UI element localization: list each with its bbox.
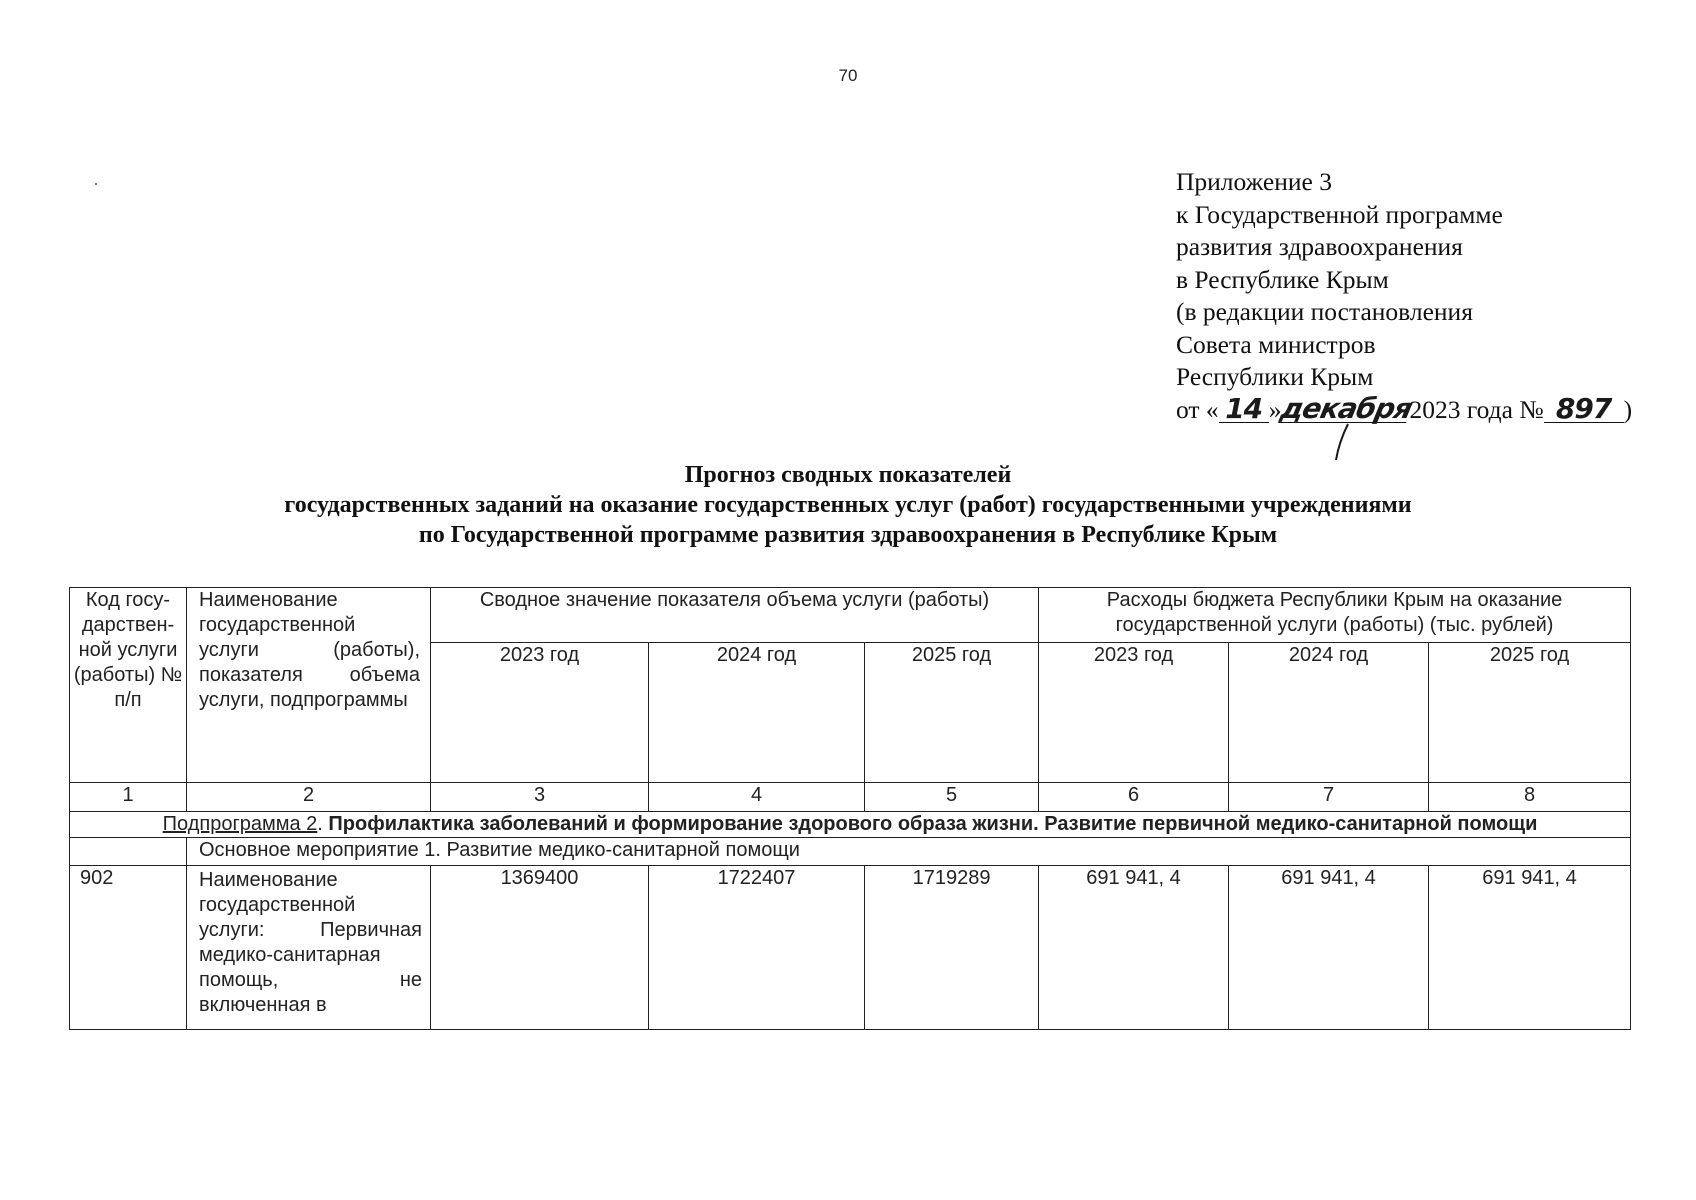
header-expense-group: Расходы бюджета Республики Крым на оказание государственной услуги (работы) (тыс. рублей) bbox=[1039, 588, 1631, 643]
header-year: 2025 год bbox=[1429, 643, 1631, 783]
handwritten-number: 897 bbox=[1544, 396, 1624, 423]
subprogram-row bbox=[70, 812, 1631, 838]
table-row bbox=[70, 866, 1631, 1030]
header-year: 2023 год bbox=[1039, 643, 1229, 783]
title-line-3: по Государственной программе развития здравоохранения в Республике Крым bbox=[418, 522, 1278, 548]
row-volume-2023: 1369400 bbox=[431, 866, 649, 1030]
handwriting-flourish-icon bbox=[1328, 422, 1388, 462]
document-title bbox=[0, 460, 1696, 550]
header-volume-group: Сводное значение показателя объема услуги (работы) bbox=[431, 588, 1039, 643]
header-name bbox=[187, 588, 431, 783]
header-year: 2023 год bbox=[431, 643, 649, 783]
date-prefix: от « bbox=[1176, 394, 1219, 424]
indicators-table bbox=[69, 587, 1631, 1030]
scan-speck bbox=[95, 183, 97, 185]
title-line-1: Прогноз сводных показателей bbox=[684, 462, 1012, 488]
row-name: Наименование государственной услуги: Первичная медико-санитарная помощь, не включенная в bbox=[199, 869, 422, 1016]
column-number: 5 bbox=[865, 783, 1039, 812]
appendix-line: к Государственной программе bbox=[1176, 199, 1503, 229]
row-expense-2025: 691 941, 4 bbox=[1429, 866, 1631, 1030]
page-number: 70 bbox=[838, 66, 858, 85]
row-volume-2024: 1722407 bbox=[649, 866, 865, 1030]
row-code: 902 bbox=[70, 866, 187, 1030]
title-line-2: государственных заданий на оказание государственных услуг (работ) государственными учреждениями bbox=[284, 492, 1412, 518]
date-suffix: ) bbox=[1623, 394, 1633, 424]
main-event-code-cell bbox=[70, 838, 187, 866]
row-expense-2023: 691 941, 4 bbox=[1039, 866, 1229, 1030]
column-number: 4 bbox=[649, 783, 865, 812]
handwritten-day: 14 bbox=[1219, 396, 1269, 423]
date-mid: » bbox=[1268, 394, 1282, 424]
appendix-block bbox=[1176, 166, 1632, 426]
main-event: Основное мероприятие 1. Развитие медико-санитарной помощи bbox=[187, 838, 1631, 866]
row-volume-2025: 1719289 bbox=[865, 866, 1039, 1030]
handwritten-month: декабря bbox=[1278, 391, 1416, 425]
appendix-date-line bbox=[1176, 391, 1633, 427]
column-number: 3 bbox=[431, 783, 649, 812]
column-number-row bbox=[70, 783, 1631, 812]
header-name-text: Наименование государственной услуги (работы), показателя объема услуги, подпрограммы bbox=[199, 589, 420, 711]
date-year: 2023 года № bbox=[1409, 394, 1544, 424]
main-event-row bbox=[70, 838, 1631, 866]
header-code: Код госу-дарствен-ной услуги (работы) № п/п bbox=[70, 588, 187, 783]
appendix-line: в Республике Крым bbox=[1176, 264, 1389, 294]
header-year: 2024 год bbox=[649, 643, 865, 783]
column-number: 7 bbox=[1229, 783, 1429, 812]
column-number: 8 bbox=[1429, 783, 1631, 812]
appendix-line: развития здравоохранения bbox=[1176, 232, 1463, 261]
appendix-line: (в редакции постановления bbox=[1176, 297, 1473, 326]
appendix-line: Приложение 3 bbox=[1176, 167, 1332, 196]
appendix-line: Совета министров bbox=[1176, 329, 1376, 359]
header-year: 2024 год bbox=[1229, 643, 1429, 783]
row-expense-2024: 691 941, 4 bbox=[1229, 866, 1429, 1030]
subprogram-label: Подпрограмма 2 bbox=[162, 813, 318, 835]
column-number: 6 bbox=[1039, 783, 1229, 812]
header-year: 2025 год bbox=[865, 643, 1039, 783]
appendix-line: Республики Крым bbox=[1176, 362, 1374, 391]
subprogram-title: Профилактика заболеваний и формирование здорового образа жизни. Развитие первичной медико-санитарной помощи bbox=[328, 813, 1538, 835]
row-name-cell bbox=[187, 866, 431, 1030]
subprogram-cell: Подпрограмма 2. Профилактика заболеваний и формирование здорового образа жизни. Развитие первичной медико-санитарной помощи bbox=[70, 812, 1631, 838]
column-number: 2 bbox=[187, 783, 431, 812]
table-header-row bbox=[70, 588, 1631, 643]
column-number: 1 bbox=[70, 783, 187, 812]
